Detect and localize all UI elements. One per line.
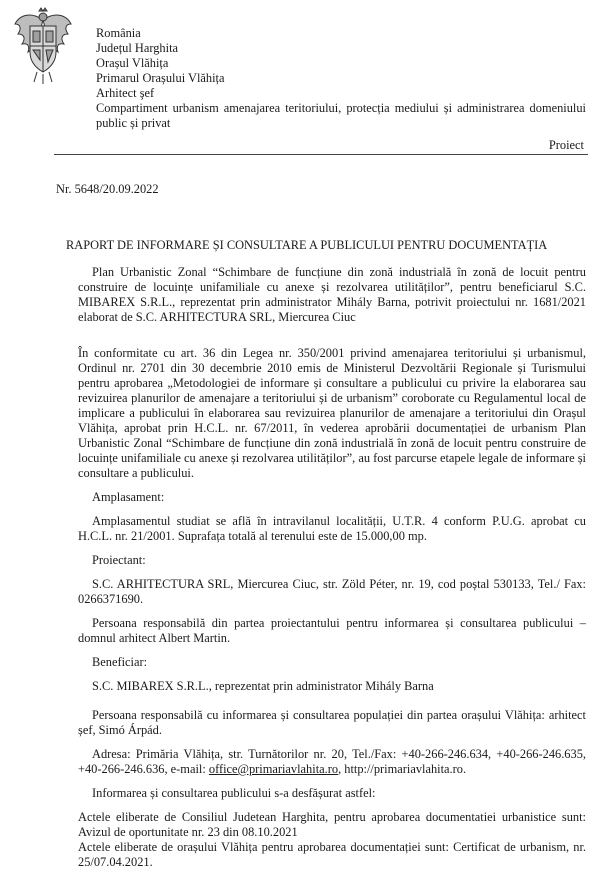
header-town: Orașul Vlăhița (96, 56, 169, 70)
institution-header (96, 26, 586, 131)
header-county: Județul Harghita (96, 41, 179, 55)
adresa-text (78, 747, 586, 777)
acte-consiliu-text: Actele eliberate de Consiliul Judetean Harghita, pentru aprobarea documentatiei urbanistice sunt: Avizul de oportunitate nr. 23 din 08.10.2021 (78, 810, 586, 839)
document-number: Nr. 5648/20.09.2022 (56, 182, 159, 196)
amplasament-label: Amplasament: (92, 490, 165, 504)
adresa-suffix: , http://primariavlahita.ro. (338, 762, 467, 776)
persoana-oras-text: Persoana responsabilă cu informarea și consultarea populației din partea orașului Vlăhița: arhitect șef, Simó Árpád. (78, 708, 586, 737)
informarea-text: Informarea și consultarea publicului s-a desfășurat astfel: (92, 786, 376, 800)
coat-of-arms-emblem (12, 6, 74, 86)
beneficiar-text: S.C. MIBAREX S.R.L., reprezentat prin administrator Mihály Barna (92, 679, 434, 693)
proiectant-text: S.C. ARHITECTURA SRL, Miercurea Ciuc, str. Zöld Péter, nr. 19, cod poștal 530133, Tel./ Fax: 0266371690. (78, 577, 586, 606)
report-title: RAPORT DE INFORMARE ȘI CONSULTARE A PUBLICULUI PENTRU DOCUMENTAȚIA (66, 238, 548, 252)
header-country: România (96, 26, 141, 40)
amplasament-text: Amplasamentul studiat se află în intravilanul localității, U.T.R. 4 conform P.U.G. aprobat cu H.C.L. nr. 21/2001. Suprafața totală al terenului este de 15.000,00 mp. (78, 514, 586, 543)
persoana-proiectant-text: Persoana responsabilă din partea proiectantului pentru informarea și consultarea publicului – domnul arhitect Albert Martin. (78, 616, 586, 645)
header-divider (54, 154, 588, 155)
beneficiar-label: Beneficiar: (92, 655, 148, 669)
header-department: Compartiment urbanism amenajarea teritoriului, protecția mediului și administrarea domeniului public și privat (96, 101, 586, 130)
adresa-prefix: Adresa: Primăria Vlăhița, str. Turnătorilor nr. 20, Tel./Fax: +40-266-246.634, +40-266-246.635, +40-266-246.636, e-mail: (78, 747, 586, 776)
project-label: Proiect (548, 138, 584, 152)
email-link[interactable]: office@primariavlahita.ro (208, 762, 339, 776)
conformitate-paragraph: În conformitate cu art. 36 din Legea nr. 350/2001 privind amenajarea teritoriului și urbanismul, Ordinul nr. 2701 din 30 decembrie 2010 emis de Ministerul Dezvoltării Regionale și Turismului pentru aprobarea „Metodologiei de informare și consultare a publicului cu privire la elaborarea sau revizuirea planurilor de amenajare a teritoriului și de urbanism” coroborate cu Regulamentul local de implicare a publicului în elaborarea sau revizuirea planurilor de amenajare a teritoriului din Orașul Vlăhița, aprobat prin H.C.L. nr. 67/2011, în vederea aprobării documentației de urbanism Plan Urbanistic Zonal “Schimbare de funcțiune din zonă industrială în zonă de locuit pentru construire de locuințe unifamiliale cu anexe și rezolvarea utilităților”, au fost parcurse etapele legale de informare și consultare a publicului. (78, 346, 586, 480)
report-body (78, 265, 586, 870)
acte-oras-text: Actele eliberate de orașului Vlăhița pentru aprobarea documentației sunt: Certificat de urbanism, nr. 25/07.04.2021. (78, 840, 586, 869)
header-chief-architect: Arhitect şef (96, 86, 155, 100)
header-mayor: Primarul Orașului Vlăhița (96, 71, 225, 85)
proiectant-label: Proiectant: (92, 553, 146, 567)
intro-paragraph: Plan Urbanistic Zonal “Schimbare de funcțiune din zonă industrială în zonă de locuit pentru construire de locuințe unifamiliale cu anexe și rezolvarea utilităților”, pentru beneficiarul S.C. MIBAREX S.R.L., reprezentat prin administrator Mihály Barna, potrivit proiectului nr. 1681/2021 elaborat de S.C. ARHITECTURA SRL, Miercurea Ciuc (78, 265, 586, 324)
